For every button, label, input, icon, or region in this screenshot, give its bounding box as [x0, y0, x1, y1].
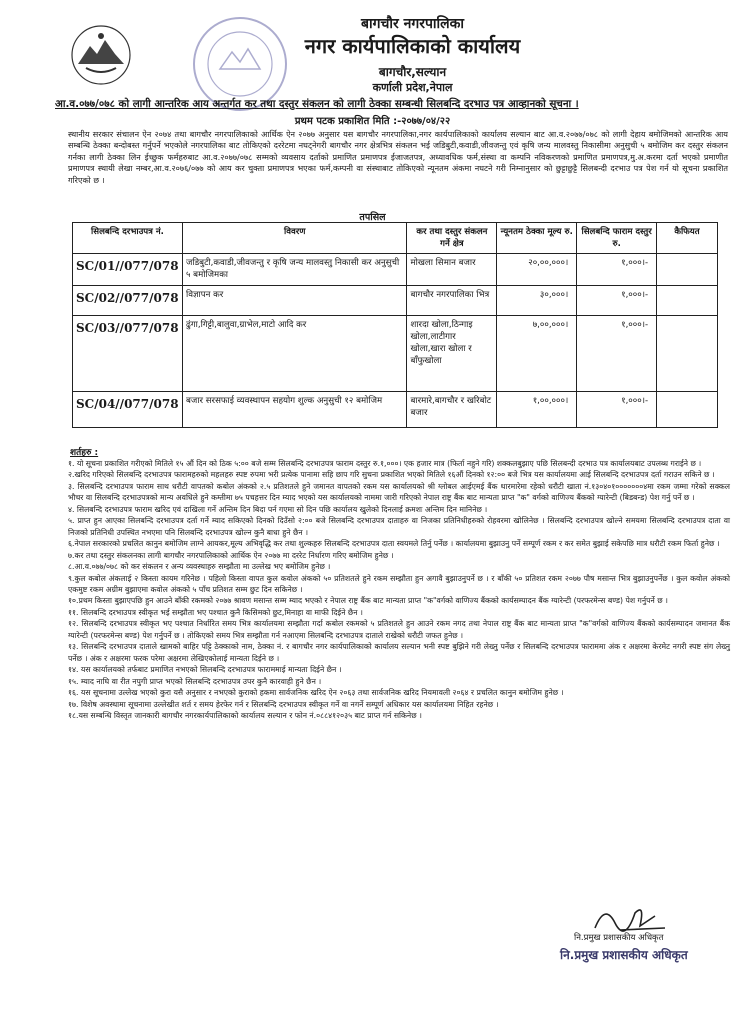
schedule-caption: तपसिल: [359, 212, 386, 223]
term-item: ८.आ.व.०७७/०७८ को कर संकलन र अन्य व्यवस्थाहरु सम्झौता मा उल्लेख भए बमोजिम हुनेछ ।: [68, 562, 331, 572]
contract-table: [72, 222, 718, 428]
province-name: कर्णाली प्रदेश,नेपाल: [372, 81, 453, 94]
table-row: [73, 392, 718, 428]
term-item: ९.कुल कबोल अंकलाई २ किस्ता कायम गरिनेछ । पहिलो किस्ता वापत कुल कवोल अंकको ५० प्रतिशतले हुने रकम सम्झौता हुन अगावै बुझाउनुपर्ने छ । र बाँकी ५० प्रतिशत रकम २०७७ पौष मसान्त भित्र बुझाउनुपर्नेछ । कुल कवोल अंकको एकमुष्ट रकम अग्रीम बुझाएमा कवोल अंकको ५ पाँच प्रतिशत सम्म छुट दिन सकिनेछ ।: [68, 573, 730, 594]
remarks: [657, 316, 718, 392]
table-row: [73, 254, 718, 286]
bid-code: SC/03//077/078: [73, 316, 183, 392]
term-item: १०.प्रथम किस्ता बुझाएपछि हुन आउने बाँकी रकमको २०७७ श्रावण मसान्त सम्म म्याद भएको र नेपाल राष्ट्र बैंक बाट मान्यता प्राप्त "क"वर्गको वाणिज्य बैंकको कार्यसम्पादन बैंक ग्यारेन्टी (परफरमेन्स बण्ड) पेश गर्नुपर्ने छ ।: [68, 596, 668, 606]
column-header: कैफियत: [657, 223, 718, 254]
bid-code: SC/02//077/078: [73, 286, 183, 316]
remarks: [657, 254, 718, 286]
bid-description: विज्ञापन कर: [182, 286, 407, 316]
term-item: १५. म्याद नाघि वा रीत नपुगी प्राप्त भएको सिलबन्दि दरभाउपत्र उपर कुनै कारवाही हुने छैन ।: [68, 676, 322, 686]
term-item: १४. यस कार्यालयको तर्फबाट प्रमाणित नभएको सिलबन्दि दरभाउपत्र फाराममाई मान्यता दिईने छैन ।: [68, 665, 342, 675]
table-header-row: [73, 223, 718, 254]
form-fee: १,०००।-: [577, 316, 657, 392]
remarks: [657, 286, 718, 316]
table-row: [73, 286, 718, 316]
office-name: नगर कार्यपालिकाको कार्यालय: [304, 34, 521, 58]
column-header: विवरण: [182, 223, 407, 254]
municipality-name: बागचौर नगरपालिका: [360, 16, 465, 32]
form-fee: १,०००।-: [577, 392, 657, 428]
minimum-amount: १,००,०००।: [497, 392, 577, 428]
term-item: ३. सिलबन्दि दरभाउपत्र फाराम साथ धरौटी वापतको कबोल अंकको २.५ प्रतिशतले हुने जमानत वापतको रकम यस कार्यालयको श्री ग्लोबल आईएमई बैंक थारमारेमा रहेको धरौटी खाता नं.१३०४०१०००००००४मा रकम जम्मा गरेको सक्कल भौचर वा सिलबन्दि दरभाउपत्रको मान्य अवधिले हुने कम्तीमा ७५ पचहत्तर दिन म्याद भएको यस कार्यालयको नाममा जारी गरिएको नेपाल राष्ट्र बैंक बाट मान्यता प्राप्त "क" वर्गको वाणिज्य बैंकको ग्यारेन्टी (बिडबन्ड) पेश गर्नु पर्ने छ ।: [68, 481, 730, 503]
collection-area: मोखला सिमान बजार: [407, 254, 497, 286]
bid-description: बजार सरसफाई व्यवस्थापन सहयोग शुल्क अनुसुची १२ बमोजिम: [182, 392, 407, 428]
terms-heading: शर्तहरु :: [70, 448, 99, 458]
term-item: १२. सिलबन्दि दरभाउपत्र स्वीकृत भए पश्चात निर्धारित समय भित्र कार्यालयमा सम्झौता गर्दा कबोल रकमको ५ प्रतिशतले हुन आउने रकम नगद तथा नेपाल राष्ट्र बैंक बाट मान्यता प्राप्त "क"वर्गको वाणिज्य बैंकको कार्यसम्पादन जमानत बैंक ग्यारेन्टी (परफरमेन्स बण्ड) पेश गर्नुपर्ने छ । तोकिएको समय भित्र सम्झौता गर्न नआएमा सिलबन्दि दरभाउपत्र दाताले राखेको धरौटी जफत हुनेछ ।: [68, 619, 730, 640]
bid-description: जडिबुटी,कवाडी,जीवजन्तु र कृषि जन्य मालवस्तु निकासी कर अनुसुची ५ बमोजिमका: [182, 254, 407, 286]
table-row: [73, 316, 718, 392]
term-item: ७.कर तथा दस्तुर संकलनका लागी बागचौर नगरपालिकाको आर्थिक ऐन २०७७ मा दररेट निर्धारण गरिए बमोजिम हुनेछ ।: [68, 550, 394, 560]
form-fee: १,०००।-: [577, 254, 657, 286]
term-item: १६. यस सूचनामा उल्लेख भएको कुरा यसै अनुसार र नभएको कुराको हकमा सार्वजनिक खरिद ऐन २०६३ तथा सार्वजनिक खरिद नियमावली २०६४ र प्रचलित कानुन बमोजिम हुनेछ ।: [68, 688, 564, 698]
bid-code: SC/01//077/078: [73, 254, 183, 286]
minimum-amount: ७,००,०००।: [497, 316, 577, 392]
minimum-amount: २०,००,०००।: [497, 254, 577, 286]
term-item: ४. सिलबन्दि दरभाउपत्र फाराम खरिद एवं दाखिला गर्ने अन्तिम दिन बिदा पर्न गएमा सो दिन पछि कार्यालय खुलेको दिनलाई क्रमशः अन्तिम दिन मानिनेछ ।: [68, 504, 488, 514]
term-item: १. यो सूचना प्रकाशित गरीएको मितिले १५ औं दिन को ठिक ५:०० बजे सम्म सिलबन्दि दरभाउपत्र फाराम दस्तुर रु.१,०००। एक हजार मात्र (फिर्ता नहुने गरि) शक्कलबुझाए पछि सिलबन्दी दरभाउ पत्र कार्यालयबाट उपलब्ध गराईने छ ।: [68, 459, 702, 468]
term-item: ५. प्राप्त हुन आएका सिलबन्दि दरभाउपत्र दर्ता गर्ने म्याद सकिएको दिनको दिउँसो २:०० बजे सिलबन्दि दरभाउपत्र दाताहरु वा निजका प्रतिनिधीहरुको रोहवरमा खोलिनेछ । सिलबन्दि दरभाउपत्र खोल्ने समयमा सिलबन्दि दरभाउपत्र दाता वा निजको प्रतिनिधी उपस्थित नभएमा पनि सिलबन्दि दरभाउपत्र खोल्न कुनै बाधा हुने छैन ।: [68, 516, 730, 537]
terms-list: [68, 458, 730, 721]
office-location: बागचौर,सल्यान: [378, 65, 447, 79]
publish-date: प्रथम पटक प्रकाशित मिति :-२०७७/०४/२२: [294, 116, 451, 127]
term-item: १७. विशेष अवस्थामा सूचनामा उल्लेखीत शर्त र समय हेरफेर गर्न र सिलबन्दि दरभाउपत्र स्वीकृत गर्ने वा नगर्ने सम्पूर्ण अधिकार यस कार्यालयमा निहित रहनेछ ।: [68, 699, 499, 709]
term-item: ६.नेपाल सरकारको प्रचलित कानुन बमोजिम लाग्ने आयकर,मूल्य अभिवृद्धि कर तथा शुल्कहरु सिलबन्दि दरभाउपत्र दाता स्वयमले तिर्नु पर्नेछ । कार्यालयमा बुझाउनु पर्ने सम्पूर्ण रकम र कर समेत बुझाई सकेपछि मात्र धरौटी रकम फिर्ता हुनेछ ।: [68, 539, 720, 549]
notice-title: आ.व.०७७/०७८ को लागी आन्तरिक आय अन्तर्गत कर तथा दस्तुर संकलन को लागी ठेक्का सम्बन्धी सिलबन्दि दरभाउ पत्र आव्हानको सूचना ।: [55, 98, 579, 110]
column-header: सिलबन्दि फाराम दस्तुर रु.: [577, 223, 657, 254]
collection-area: बारमारे,बागचौर र खरिबोट बजार: [407, 392, 497, 428]
term-item: २.खरिद गरिएको सिलबन्दि दरभाउपत्र फारामहरुको महलहरु स्पष्ट रुपमा भरी प्रत्येक पानामा सहि छाप गरि सुचना प्रकाशित भएको मितिले १६औं दिनको १२:०० बजे भित्र यस कार्यालयमा आई सिलबन्दि दरभाउपत्र दर्ता गराउन सकिने छ ।: [68, 470, 715, 480]
intro-paragraph: स्थानीय सरकार संचालन ऐन २०७४ तथा बागचौर नगरपालिकाको आर्थिक ऐन २०७७ अनुसार यस बागचौर नगरपालिका,नगर कार्यपालिकाको कार्यालय सल्यान बाट आ.व.२०७७/०७८ को लागी देहाय बमोजिमको आन्तरिक आय सम्बन्धि ठेक्का बन्दोबस्त गर्नुपर्ने भएकोले नगरपालिका बाट तोकिएको दररेटमा नघट्नेगरी बागचौर नगर क्षेत्रभित्र संकलन भई जडिबुटी,कवाडी,जीवजन्तु एवं कृषि जन्य मालवस्तु निकासीमा अनुसुची ५ बमोजिम कर दस्तुर संकलन गर्नका लागी ठेक्का लिन ईच्छुक फर्महरुबाट आ.व.२०७७/०७८ सम्मको व्यवसाय दर्ताको प्रमाणित प्रमाणपत्र ईजाजतपत्र, अध्यावधिक फर्म,संस्था वा कम्पनि नविकरणको प्रमाणित प्रमाणपत्र,मु.अ.करमा दर्ता भएको प्रमाणीत प्रमाणपत्र स्थायी लेखा नम्बर,आ.व.२०७६/०७७ को आय कर चुक्ता प्रमाणपत्र भएका फर्म,कम्पनी वा संस्थाबाट तोकिएको न्यूनतम अंकमा नघटने गरी निम्नानुसार को छुट्टाछुट्टै सिलबन्दी दरभाउ पत्र पेश गर्न यो सूचना प्रकाशित गरिएको छ ।: [68, 129, 728, 185]
remarks: [657, 392, 718, 428]
term-item: १८.यस सम्बन्धि विस्तृत जानकारी बागचौर नगरकार्यपालिकाको कार्यालय सल्यान र फोन नं.०८८४१२०३५ बाट प्राप्त गर्न सकिनेछ ।: [68, 710, 422, 720]
bid-description: ढुंगा,गिट्टी,बालुवा,ग्राभेल,माटो आदि कर: [182, 316, 407, 392]
term-item: १३. सिलबन्दि दरभाउपत्र दाताले खामको बाहिर पट्टि ठेक्काको नाम, ठेक्का नं. र बागचौर नगर कार्यपालिकाको कार्यालय सल्यान भनी स्पष्ट बुझिने गरी लेख्नु पर्नेछ र सिलबन्दि दरभाउपत्र फाराममा अंक र अक्षरमा केरमेट नगरी स्पष्ट संग लेख्नु पर्नेछ । अंक र अक्षरमा फरक परेमा अक्षरमा लेखिएकोलाई मान्यता दिईने छ ।: [68, 642, 730, 663]
column-header: कर तथा दस्तुर संकलन गर्ने क्षेत्र: [407, 223, 497, 254]
bid-code: SC/04//077/078: [73, 392, 183, 428]
signatory-title: नि.प्रमुख प्रशासकीय अधिकृत: [574, 933, 664, 943]
form-fee: १,०००।-: [577, 286, 657, 316]
column-header: न्यूनतम ठेक्का मूल्य रु.: [497, 223, 577, 254]
signatory-stamp: नि.प्रमुख प्रशासकीय अधिकृत: [560, 948, 688, 962]
collection-area: शारदा खोला,ठिन्गाइ खोला,लाटीगार खोला,खारा खोला र बाँफुखोला: [407, 316, 497, 392]
column-header: सिलबन्दि दरभाउपत्र नं.: [73, 223, 183, 254]
term-item: ११. सिलबन्दि दरभाउपत्र स्वीकृत भई सम्झौता भए पश्चात कुनै किसिमको छुट,मिनाहा वा माफी दिईने छैन ।: [68, 607, 363, 617]
minimum-amount: ३०,०००।: [497, 286, 577, 316]
collection-area: बागचौर नगरपालिका भित्र: [407, 286, 497, 316]
